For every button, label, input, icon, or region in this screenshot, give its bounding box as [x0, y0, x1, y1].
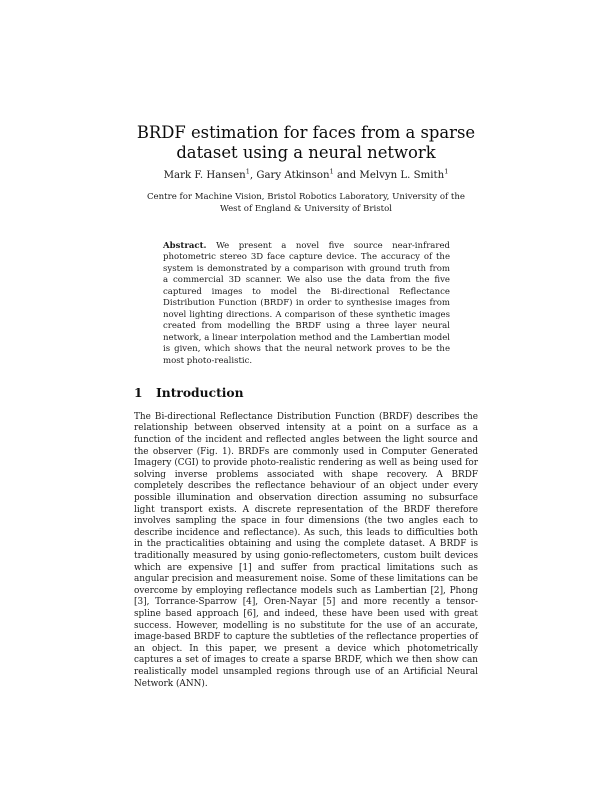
abstract: [163, 241, 450, 367]
author-name: Mark F. Hansen: [163, 170, 246, 181]
author-name: Melvyn L. Smith: [359, 170, 445, 181]
paper-title: BRDF estimation for faces from a sparse dataset using a neural network: [136, 122, 476, 162]
author-affiliation: Centre for Machine Vision, Bristol Robotics Laboratory, University of the West of England & University of Bristol: [146, 192, 466, 214]
author-list: [110, 167, 502, 182]
affiliation-mark: 1: [245, 167, 250, 176]
affiliation-mark: 1: [329, 167, 334, 176]
section-heading: [134, 385, 478, 401]
author-separator: and: [333, 170, 360, 181]
author-separator: ,: [249, 170, 257, 181]
affiliation-mark: 1: [444, 167, 449, 176]
body-paragraph: The Bi-directional Reflectance Distribution Function (BRDF) describes the relationship between observed intensity at a point on a surface as a function of the incident and reflected angles between the light source and the observer (Fig. 1). BRDFs are commonly used in Computer Generated Imagery (CGI) to provide photo-realistic rendering as well as being used for solving inverse problems associated with shape recovery. A BRDF completely describes the reflectance behaviour of an object under every possible illumination and observation direction assuming no subsurface light transport exists. A discrete representation of the BRDF therefore involves sampling the space in four dimensions (the two angles each to describe incidence and reflectance). As such, this leads to difficulties both in the practicalities obtaining and using the complete dataset. A BRDF is traditionally measured by using gonio-reflectometers, custom built devices which are expensive [1] and suffer from practical limitations such as angular precision and measurement noise. Some of these limitations can be overcome by employing reflectance models such as Lambertian [2], Phong [3], Torrance-Sparrow [4], Oren-Nayar [5] and more recently a tensor-spline based approach [6], and indeed, these have been used with great success. However, modelling is no substitute for the use of an accurate, image-based BRDF to capture the subtleties of the reflectance properties of an object. In this paper, we present a device which photometrically captures a set of images to create a sparse BRDF, which we then show can realistically model unsampled regions through use of an Artificial Neural Network (ANN).: [134, 411, 478, 689]
section-number: 1: [134, 385, 143, 401]
section-title: Introduction: [156, 385, 244, 401]
abstract-label: Abstract.: [163, 241, 207, 251]
abstract-text: We present a novel five source near-infrared photometric stereo 3D face capture device. The accuracy of the system is demonstrated by a comparison with ground truth from a commercial 3D scanner. We also use the data from the five captured images to model the Bi-directional Reflectance Distribution Function (BRDF) in order to synthesise images from novel lighting directions. A comparison of these synthetic images created from modelling the BRDF using a three layer neural network, a linear interpolation method and the Lambertian model is given, which shows that the neural network proves to be the most photo-realistic.: [163, 241, 450, 366]
author-name: Gary Atkinson: [256, 170, 330, 181]
